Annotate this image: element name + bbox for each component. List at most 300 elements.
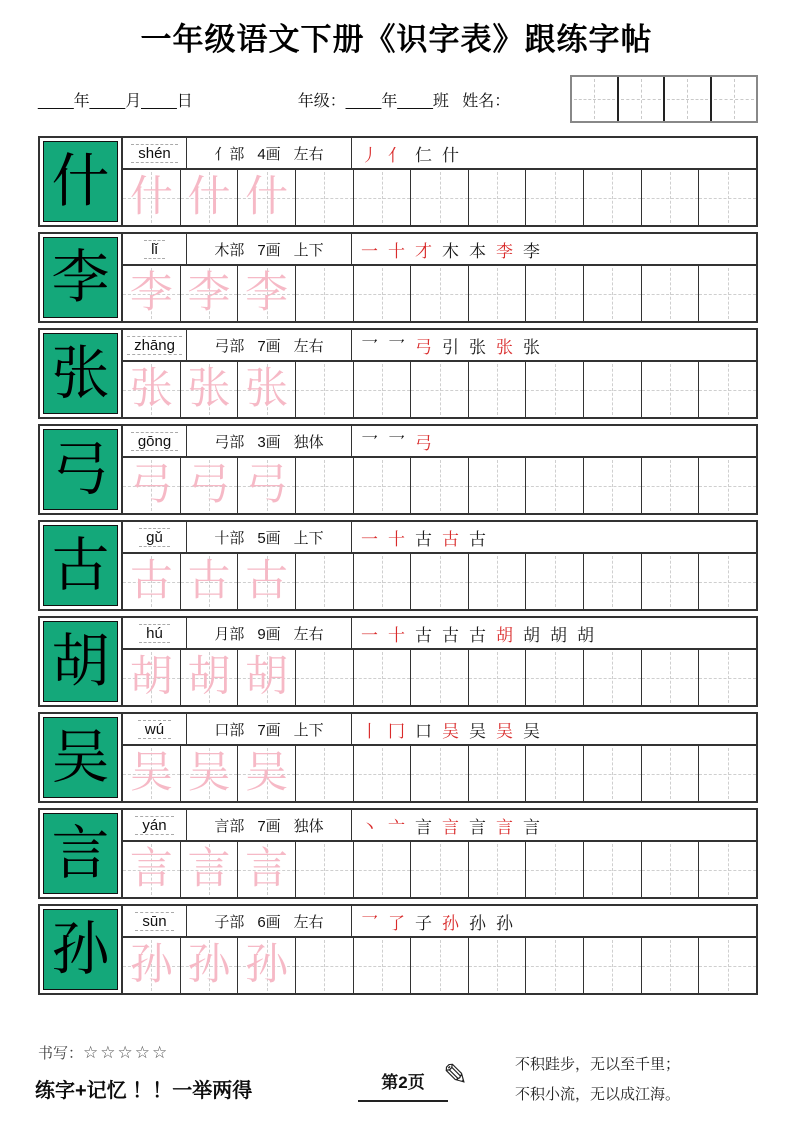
practice-cell xyxy=(411,362,469,417)
practice-cell xyxy=(699,362,756,417)
name-label: 姓名： xyxy=(462,92,511,110)
practice-cell xyxy=(354,842,412,897)
practice-cell xyxy=(584,362,642,417)
quote-line-2: 不积小流，无以成江海。 xyxy=(515,1087,681,1103)
practice-cell xyxy=(238,266,296,321)
practice-cell-strip xyxy=(123,170,756,225)
stroke-step: 张 xyxy=(496,337,513,357)
green-character-tile xyxy=(43,621,118,702)
practice-cell xyxy=(123,362,181,417)
traced-character: 弓 xyxy=(187,461,231,509)
practice-cell xyxy=(584,554,642,609)
green-character-tile xyxy=(43,429,118,510)
pinyin: shén xyxy=(131,144,178,163)
target-character: 张 xyxy=(51,340,110,406)
info-strip xyxy=(123,618,756,650)
green-character-tile xyxy=(43,237,118,318)
practice-cell xyxy=(469,362,527,417)
stroke-step: 乛 xyxy=(388,433,405,453)
stroke-step: 吴 xyxy=(442,721,459,741)
practice-cell xyxy=(123,458,181,513)
practice-cell xyxy=(642,554,700,609)
pinyin-cell xyxy=(123,714,187,744)
target-character: 孙 xyxy=(51,916,110,982)
practice-cell xyxy=(296,362,354,417)
stroke-step: 弓 xyxy=(415,337,432,357)
traced-character: 弓 xyxy=(245,461,289,509)
traced-character: 言 xyxy=(129,845,173,893)
practice-cell xyxy=(123,170,181,225)
stroke-order-sequence xyxy=(352,714,756,744)
stroke-count: 7画 xyxy=(257,817,281,835)
practice-cell xyxy=(296,170,354,225)
name-grid xyxy=(570,75,758,123)
pinyin: gōng xyxy=(131,432,178,451)
class-name-blank xyxy=(238,88,570,111)
stroke-step: 李 xyxy=(496,241,513,261)
stroke-step: 弓 xyxy=(415,433,432,453)
practice-cell xyxy=(584,938,642,993)
character-rows xyxy=(38,136,758,995)
target-character: 吴 xyxy=(51,724,110,790)
practice-cell xyxy=(123,842,181,897)
stroke-count: 5画 xyxy=(257,529,281,547)
stroke-step: 子 xyxy=(415,913,432,933)
practice-cell xyxy=(238,938,296,993)
structure-type: 左右 xyxy=(293,625,324,643)
stroke-step: 张 xyxy=(469,337,486,357)
practice-cell xyxy=(642,458,700,513)
practice-cell xyxy=(642,938,700,993)
character-row xyxy=(38,712,758,803)
stroke-count: 9画 xyxy=(257,625,281,643)
radical: 十部 xyxy=(214,529,245,547)
stroke-step: 言 xyxy=(523,817,540,837)
practice-cell xyxy=(469,266,527,321)
practice-cell-strip xyxy=(123,842,756,897)
stroke-step: 亠 xyxy=(388,817,405,837)
practice-cell xyxy=(526,842,584,897)
practice-cell xyxy=(584,458,642,513)
practice-cell xyxy=(181,650,239,705)
character-row xyxy=(38,328,758,419)
practice-cell xyxy=(411,266,469,321)
practice-cell xyxy=(526,266,584,321)
info-strip xyxy=(123,714,756,746)
practice-cell xyxy=(296,938,354,993)
stroke-step: 古 xyxy=(442,625,459,645)
practice-cell-strip xyxy=(123,650,756,705)
practice-cell xyxy=(411,170,469,225)
structure-type: 上下 xyxy=(293,721,324,739)
target-character: 古 xyxy=(51,532,110,598)
stroke-step: 言 xyxy=(415,817,432,837)
radical-info-cell xyxy=(187,234,352,264)
practice-cell xyxy=(699,650,756,705)
character-row xyxy=(38,520,758,611)
rating-label: 书写： xyxy=(38,1045,84,1062)
stroke-step: 一 xyxy=(361,625,378,645)
practice-cell xyxy=(526,362,584,417)
stroke-order-sequence xyxy=(352,138,756,168)
traced-character: 胡 xyxy=(245,653,289,701)
practice-cell xyxy=(354,650,412,705)
character-box xyxy=(40,522,123,609)
radical: 月部 xyxy=(214,625,245,643)
practice-cell xyxy=(411,458,469,513)
radical-info-cell xyxy=(187,906,352,936)
practice-cell xyxy=(469,170,527,225)
radical: 口部 xyxy=(214,721,245,739)
character-row xyxy=(38,136,758,227)
practice-cell xyxy=(354,170,412,225)
stroke-step: 口 xyxy=(415,721,432,741)
practice-cell-strip xyxy=(123,458,756,513)
practice-cell xyxy=(296,650,354,705)
practice-cell xyxy=(469,650,527,705)
stroke-step: 十 xyxy=(388,241,405,261)
traced-character: 古 xyxy=(187,557,231,605)
traced-character: 张 xyxy=(245,365,289,413)
practice-cell xyxy=(699,266,756,321)
practice-cell xyxy=(642,842,700,897)
practice-cell xyxy=(469,746,527,801)
radical-info-cell xyxy=(187,522,352,552)
info-strip xyxy=(123,138,756,170)
traced-character: 什 xyxy=(187,173,231,221)
traced-character: 言 xyxy=(245,845,289,893)
target-character: 弓 xyxy=(51,436,110,502)
info-strip xyxy=(123,234,756,266)
stroke-step: 什 xyxy=(442,145,459,165)
traced-character: 李 xyxy=(245,269,289,317)
practice-cell xyxy=(584,746,642,801)
character-box xyxy=(40,330,123,417)
stroke-order-sequence xyxy=(352,234,756,264)
date-blank: ____年____月____日 xyxy=(38,92,193,110)
target-character: 胡 xyxy=(51,628,110,694)
traced-character: 胡 xyxy=(187,653,231,701)
practice-cell xyxy=(296,458,354,513)
traced-character: 张 xyxy=(129,365,173,413)
practice-cell xyxy=(123,938,181,993)
practice-cell xyxy=(411,746,469,801)
footer xyxy=(0,1036,793,1116)
info-strip xyxy=(123,522,756,554)
radical-info-cell xyxy=(187,138,352,168)
practice-cell xyxy=(354,746,412,801)
stroke-step: 一 xyxy=(361,529,378,549)
stroke-step: 胡 xyxy=(523,625,540,645)
stroke-step: 十 xyxy=(388,625,405,645)
pinyin: hú xyxy=(139,624,170,643)
practice-cell xyxy=(238,362,296,417)
pinyin: zhāng xyxy=(127,336,182,355)
stroke-count: 4画 xyxy=(257,145,281,163)
character-box xyxy=(40,810,123,897)
stroke-step: 古 xyxy=(469,529,486,549)
stroke-step: 仁 xyxy=(415,145,432,165)
practice-cell xyxy=(642,746,700,801)
stroke-step: 木 xyxy=(442,241,459,261)
stroke-step: 胡 xyxy=(550,625,567,645)
practice-cell xyxy=(181,458,239,513)
stroke-step: 吴 xyxy=(469,721,486,741)
practice-cell-strip xyxy=(123,266,756,321)
stroke-step: 古 xyxy=(415,529,432,549)
traced-character: 张 xyxy=(187,365,231,413)
structure-type: 左右 xyxy=(293,913,324,931)
stroke-order-sequence xyxy=(352,906,756,936)
stroke-step: 张 xyxy=(523,337,540,357)
stroke-step: 丨 xyxy=(361,721,378,741)
page-number: 第2页 xyxy=(358,1068,448,1102)
header xyxy=(38,74,758,124)
stroke-step: 言 xyxy=(469,817,486,837)
practice-cell xyxy=(354,362,412,417)
practice-cell xyxy=(584,170,642,225)
radical: 亻部 xyxy=(214,145,245,163)
practice-cell xyxy=(354,554,412,609)
star-rating-icons: ☆☆☆☆☆ xyxy=(83,1043,170,1062)
radical-info-cell xyxy=(187,618,352,648)
stroke-step: 胡 xyxy=(577,625,594,645)
practice-cell xyxy=(181,554,239,609)
stroke-step: 乛 xyxy=(361,433,378,453)
stroke-step: 了 xyxy=(388,913,405,933)
traced-character: 吴 xyxy=(245,749,289,797)
structure-type: 左右 xyxy=(293,337,324,355)
practice-cell xyxy=(642,170,700,225)
practice-cell xyxy=(238,554,296,609)
practice-cell xyxy=(642,362,700,417)
stroke-step: 乛 xyxy=(361,913,378,933)
radical-info-cell xyxy=(187,810,352,840)
pinyin-cell xyxy=(123,522,187,552)
practice-cell xyxy=(699,746,756,801)
pinyin-cell xyxy=(123,810,187,840)
traced-character: 什 xyxy=(245,173,289,221)
stroke-order-sequence xyxy=(352,810,756,840)
page-title: 一年级语文下册《识字表》跟练字帖 xyxy=(140,22,653,57)
practice-cell xyxy=(699,458,756,513)
radical: 言部 xyxy=(214,817,245,835)
practice-cell xyxy=(699,842,756,897)
practice-cell xyxy=(181,938,239,993)
pinyin: lǐ xyxy=(144,240,165,259)
stroke-step: 古 xyxy=(469,625,486,645)
target-character: 什 xyxy=(51,148,110,214)
stroke-count: 7画 xyxy=(257,721,281,739)
practice-cell xyxy=(526,458,584,513)
info-strip xyxy=(123,426,756,458)
practice-cell xyxy=(123,266,181,321)
traced-character: 什 xyxy=(129,173,173,221)
practice-cell xyxy=(354,458,412,513)
practice-cell xyxy=(526,170,584,225)
practice-cell xyxy=(411,554,469,609)
practice-cell xyxy=(123,650,181,705)
stroke-count: 6画 xyxy=(257,913,281,931)
writing-rating xyxy=(38,1042,169,1063)
stroke-step: 亻 xyxy=(388,145,405,165)
practice-cell xyxy=(469,842,527,897)
practice-cell xyxy=(296,266,354,321)
practice-cell xyxy=(699,170,756,225)
stroke-step: 孙 xyxy=(496,913,513,933)
stroke-step: 乛 xyxy=(361,337,378,357)
practice-cell xyxy=(469,938,527,993)
practice-cell-strip xyxy=(123,746,756,801)
practice-cell xyxy=(411,842,469,897)
slogan: 练字+记忆 ！！一举两得 xyxy=(35,1080,253,1102)
practice-cell xyxy=(238,170,296,225)
traced-character: 古 xyxy=(245,557,289,605)
radical: 木部 xyxy=(214,241,245,259)
pinyin-cell xyxy=(123,906,187,936)
green-character-tile xyxy=(43,909,118,990)
practice-cell xyxy=(123,746,181,801)
pinyin-cell xyxy=(123,426,187,456)
character-box xyxy=(40,714,123,801)
stroke-step: 吴 xyxy=(523,721,540,741)
stroke-order-sequence xyxy=(352,330,756,360)
stroke-count: 3画 xyxy=(257,433,281,451)
target-character: 言 xyxy=(51,820,110,886)
practice-cell xyxy=(411,938,469,993)
practice-cell xyxy=(238,458,296,513)
practice-cell xyxy=(181,362,239,417)
stroke-step: 一 xyxy=(361,241,378,261)
practice-cell xyxy=(181,266,239,321)
green-character-tile xyxy=(43,333,118,414)
radical-info-cell xyxy=(187,330,352,360)
character-box xyxy=(40,234,123,321)
practice-cell xyxy=(238,746,296,801)
stroke-step: 古 xyxy=(442,529,459,549)
practice-cell xyxy=(469,554,527,609)
structure-type: 独体 xyxy=(293,817,324,835)
character-row xyxy=(38,616,758,707)
practice-cell xyxy=(354,938,412,993)
traced-character: 弓 xyxy=(129,461,173,509)
practice-cell xyxy=(411,650,469,705)
pinyin: yán xyxy=(135,816,173,835)
practice-cell xyxy=(469,458,527,513)
name-grid-cell xyxy=(617,77,664,121)
motivational-quote xyxy=(515,1050,680,1110)
stroke-step: 本 xyxy=(469,241,486,261)
stroke-step: 吴 xyxy=(496,721,513,741)
green-character-tile xyxy=(43,525,118,606)
traced-character: 孙 xyxy=(245,941,289,989)
name-grid-cell xyxy=(572,77,617,121)
practice-cell-strip xyxy=(123,938,756,993)
radical-info-cell xyxy=(187,714,352,744)
green-character-tile xyxy=(43,717,118,798)
radical: 弓部 xyxy=(214,337,245,355)
info-strip xyxy=(123,330,756,362)
pen-icon: ✎ xyxy=(443,1059,469,1092)
practice-cell xyxy=(354,266,412,321)
character-row xyxy=(38,808,758,899)
practice-cell-strip xyxy=(123,362,756,417)
stroke-count: 7画 xyxy=(257,337,281,355)
name-grid-cell xyxy=(710,77,757,121)
class-blank: 年级：____年____班 xyxy=(297,92,449,110)
radical: 子部 xyxy=(214,913,245,931)
traced-character: 吴 xyxy=(187,749,231,797)
practice-cell xyxy=(181,746,239,801)
structure-type: 左右 xyxy=(293,145,324,163)
character-row xyxy=(38,232,758,323)
practice-cell xyxy=(526,938,584,993)
practice-cell xyxy=(296,554,354,609)
structure-type: 上下 xyxy=(293,241,324,259)
quote-line-1: 不积跬步，无以至千里； xyxy=(515,1057,681,1073)
character-row xyxy=(38,424,758,515)
radical-info-cell xyxy=(187,426,352,456)
stroke-step: 十 xyxy=(388,529,405,549)
practice-cell xyxy=(296,842,354,897)
practice-cell xyxy=(181,170,239,225)
character-row xyxy=(38,904,758,995)
structure-type: 独体 xyxy=(293,433,324,451)
stroke-step: 古 xyxy=(415,625,432,645)
practice-cell xyxy=(584,650,642,705)
radical: 弓部 xyxy=(214,433,245,451)
stroke-step: 孙 xyxy=(442,913,459,933)
practice-cell xyxy=(238,650,296,705)
practice-cell xyxy=(296,746,354,801)
pinyin: wú xyxy=(138,720,171,739)
pinyin: sūn xyxy=(135,912,173,931)
pinyin-cell xyxy=(123,138,187,168)
stroke-order-sequence xyxy=(352,522,756,552)
traced-character: 吴 xyxy=(129,749,173,797)
target-character: 李 xyxy=(51,244,110,310)
traced-character: 古 xyxy=(129,557,173,605)
info-strip xyxy=(123,810,756,842)
character-box xyxy=(40,426,123,513)
practice-cell xyxy=(642,650,700,705)
stroke-step: 言 xyxy=(442,817,459,837)
traced-character: 胡 xyxy=(129,653,173,701)
stroke-order-sequence xyxy=(352,426,756,456)
stroke-step: 才 xyxy=(415,241,432,261)
pinyin-cell xyxy=(123,234,187,264)
name-grid-cell xyxy=(663,77,710,121)
pinyin: gǔ xyxy=(139,528,170,547)
pinyin-cell xyxy=(123,330,187,360)
practice-cell xyxy=(584,842,642,897)
practice-cell xyxy=(699,554,756,609)
practice-cell xyxy=(181,842,239,897)
info-strip xyxy=(123,906,756,938)
stroke-step: 丿 xyxy=(361,145,378,165)
stroke-step: 引 xyxy=(442,337,459,357)
traced-character: 言 xyxy=(187,845,231,893)
green-character-tile xyxy=(43,141,118,222)
character-box xyxy=(40,618,123,705)
practice-cell xyxy=(699,938,756,993)
stroke-count: 7画 xyxy=(257,241,281,259)
practice-cell-strip xyxy=(123,554,756,609)
practice-cell xyxy=(123,554,181,609)
practice-cell xyxy=(526,554,584,609)
stroke-step: 孙 xyxy=(469,913,486,933)
traced-character: 李 xyxy=(129,269,173,317)
